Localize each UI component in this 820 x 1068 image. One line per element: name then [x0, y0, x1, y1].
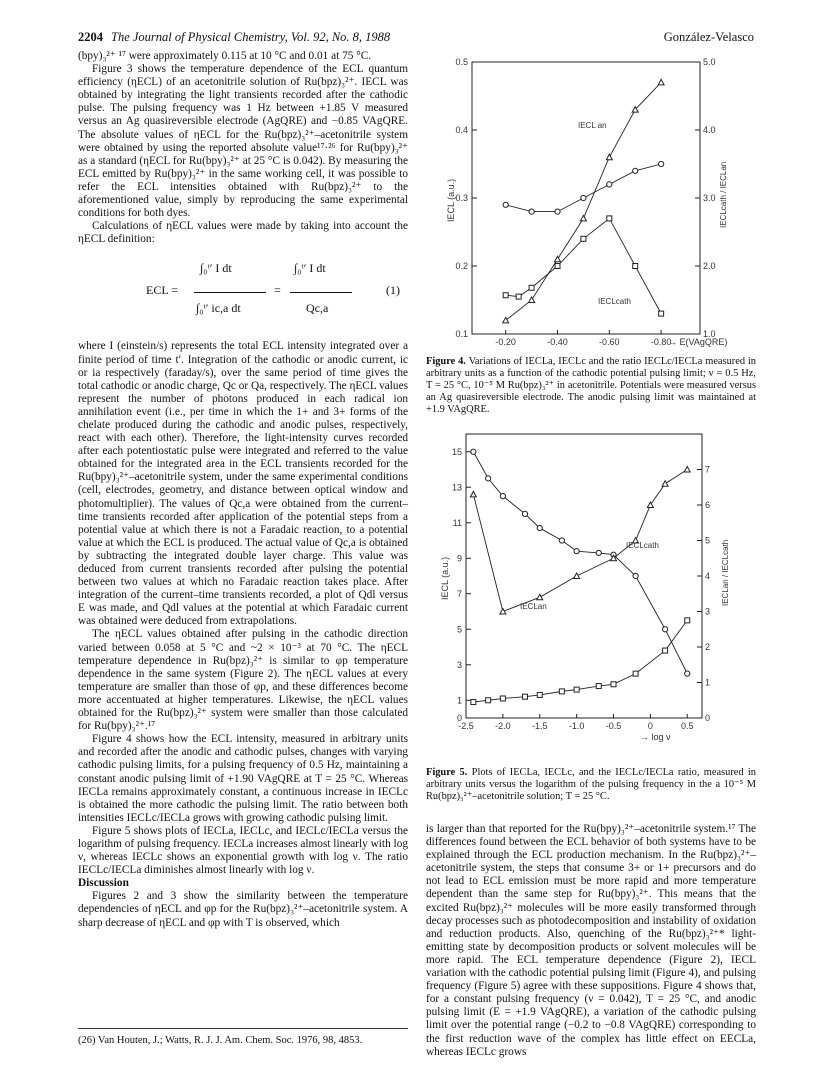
- data-point: [633, 671, 638, 676]
- data-point: [663, 627, 668, 632]
- eq-denominator-1: ∫₀ᵗ′ ic,a dt: [196, 301, 241, 316]
- series-annotation: IECLcath: [598, 297, 631, 306]
- y-right-tick-label: 1: [705, 677, 711, 688]
- series-annotation: IECL an: [578, 121, 607, 130]
- footnote-reference: (26) Van Houten, J.; Watts, R. J. J. Am. Chem. Soc. 1976, 98, 4853.: [78, 1028, 408, 1046]
- y-left-axis-label: IECL (a.u.): [440, 556, 450, 600]
- x-tick-label: -0.60: [599, 337, 620, 347]
- paragraph: Figure 4 shows how the ECL intensity, measured in arbitrary units and recorded after the anodic and cathodic pulses, changes with varying cathodic pulsing limits, for a pulsing frequency of 0.5 Hz, maintaining a constant anodic pulsing limit of +1.90 VAgQRE at T = 25 °C. Whereas IECLa remains approximately constant, a continuous increase in IECLc is obtained the more cathodic the pulsing limit. The ratio between both intensities IECLc/IECLa grows with growing cathodic pulsing limit.: [78, 733, 408, 824]
- eq-number: (1): [386, 283, 400, 298]
- data-point: [500, 494, 505, 499]
- y-right-axis-label: IECLan / IECLcath: [721, 539, 730, 606]
- data-point: [581, 236, 586, 241]
- paragraph: Figure 5 shows plots of IECLa, IECLc, and IECLc/IECLa versus the logarithm of pulsing frequency. IECLa increases almost linearly with log ν, whereas IECLc shows an exponential growth with log ν. The ratio IECLc/IECLa diminishes almost linearly with log ν.: [78, 824, 408, 877]
- x-tick-label: -1.5: [531, 721, 548, 731]
- data-point: [574, 549, 579, 554]
- data-point: [647, 502, 653, 508]
- x-tick-label: -0.80: [650, 337, 672, 347]
- equation-1: ECL = ∫₀ᵗ′ I dt ∫₀ᵗ′ ic,a dt = ∫₀ᵗ′ I dt Qc,a (1): [146, 261, 400, 316]
- data-point: [685, 618, 690, 623]
- data-point: [555, 256, 561, 262]
- data-point: [529, 285, 534, 290]
- x-axis-label: → log ν: [640, 732, 671, 742]
- series-line: [473, 452, 687, 674]
- y-right-tick-label: 1.0: [703, 329, 716, 339]
- data-point: [470, 491, 476, 497]
- x-axis-label: → E(VAgQRE): [668, 337, 728, 347]
- paragraph: is larger than that reported for the Ru(bpy)₃²⁺–acetonitrile system.¹⁷ The differences found between the ECL behavior of both systems have to be explained through the ECL production mechanism. In the Ru(bpz)₃²⁺–acetonitrile system, the steps that consume 3+ or 1+ precursors and do not lead to ECL emission must be more rapid and more temperature dependent than the same step for Ru(bpy)₃²⁺. This means that the excited Ru(bpz)₃²⁺ molecules will be more easily transformed through decay processes such as photodecomposition and instability of oxidation and reduction products. Also, quenching of the Ru(bpz)₃²⁺* light-emitting state by decomposition products or solvent molecules will be more rapid. The ECL temperature dependence (Figure 2), IECL variation with the cathodic potential pulsing limit (Figure 4), and pulsing frequency (Figure 5) agree with these suppositions. Figure 4 shows that, for a constant pulsing frequency (ν = 0.042), T = 25 °C, and anodic pulsing limit (E = +1.9 VAgQRE), a variation of the cathodic pulsing limit over the potential range (−0.2 to −0.8 VAgQRE) corresponding to the first reduction wave of the complex has little effect on EECLa, whereas IECLc grows: [426, 823, 756, 1058]
- eq-numerator-2: ∫₀ᵗ′ I dt: [294, 261, 326, 276]
- data-point: [633, 168, 638, 173]
- y-left-tick-label: 11: [452, 517, 462, 528]
- caption-label: Figure 5.: [426, 767, 468, 778]
- journal-title: The Journal of Physical Chemistry, Vol. 92, No. 8, 1988: [111, 30, 391, 44]
- series-line: [473, 620, 687, 702]
- data-point: [607, 216, 612, 221]
- data-point: [659, 161, 664, 166]
- data-point: [607, 182, 612, 187]
- y-left-tick-label: 15: [451, 446, 462, 457]
- data-point: [486, 476, 491, 481]
- data-point: [516, 294, 521, 299]
- section-heading: Discussion: [78, 877, 129, 890]
- data-point: [658, 79, 664, 85]
- data-point: [633, 573, 638, 578]
- caption-text: Plots of IECLa, IECLc, and the IECLc/IECLa ratio, measured in arbitrary units versus the logarithm of the pulsing frequency in the a 10⁻⁵ M Ru(bpz)₃²⁺–acetonitrile solution; T = 25 °C.: [426, 767, 756, 802]
- data-point: [503, 202, 508, 207]
- y-right-tick-label: 0: [705, 713, 711, 723]
- data-point: [500, 696, 505, 701]
- y-left-tick-label: 0.3: [455, 193, 468, 203]
- left-column: [78, 50, 408, 930]
- y-right-tick-label: 7: [705, 464, 711, 475]
- x-tick-label: 0: [647, 721, 653, 731]
- y-left-tick-label: 1: [456, 695, 462, 706]
- y-left-tick-label: 9: [456, 553, 462, 564]
- y-right-tick-label: 4.0: [703, 125, 716, 135]
- series-annotation: IECLcath: [626, 541, 659, 550]
- y-right-tick-label: 6: [705, 500, 711, 510]
- data-point: [580, 215, 586, 221]
- paragraph: The ηECL values obtained after pulsing in the cathodic direction varied between 0.058 at 5 °C and ~2 × 10⁻³ at 70 °C. The ηECL temperature dependence in Ru(bpz)₃²⁺ is similar to φp temperature dependence in the same system (Figure 2). The ηECL values at every temperature are smaller than those of φp, and these differences become more accentuated at higher temperatures. Likewise, the ηECL values obtained for the Ru(bpz)₃²⁺ system were smaller than those calculated for Ru(bpy)₃²⁺.¹⁷: [78, 628, 408, 733]
- data-point: [574, 573, 580, 579]
- caption-text: Variations of IECLa, IECLc and the ratio IECLc/IECLa measured in arbitrary units as a function of the cathodic potential pulsing limit; ν = 0.5 Hz, T = 25 °C, 10⁻⁵ M Ru(bpz)₃²⁺ in acetonitrile. Potentials were measured versus an Ag quasireversible electrode. The anodic pulsing limit was maintained at +1.9 VAgQRE.: [426, 356, 756, 415]
- paragraph: (bpy)₃²⁺ ¹⁷ were approximately 0.115 at 10 °C and 0.01 at 75 °C.: [78, 50, 372, 62]
- page-number: 2204: [78, 30, 103, 44]
- data-point: [555, 209, 560, 214]
- eq-lhs: ECL =: [146, 283, 178, 298]
- y-left-tick-label: 5: [456, 624, 462, 635]
- data-point: [503, 293, 508, 298]
- y-right-tick-label: 5.0: [703, 57, 716, 67]
- data-point: [633, 264, 638, 269]
- data-point: [555, 264, 560, 269]
- data-point: [522, 511, 527, 516]
- data-point: [537, 525, 542, 530]
- y-left-tick-label: 0: [456, 713, 462, 723]
- data-point: [611, 682, 616, 687]
- eq-denominator-2: Qc,a: [306, 301, 329, 316]
- x-tick-label: -2.5: [458, 721, 474, 731]
- y-right-tick-label: 2.0: [703, 261, 716, 271]
- data-point: [500, 609, 506, 615]
- y-right-axis-label: IECLcath / IECLan: [719, 161, 728, 228]
- paragraph: Calculations of ηECL values were made by taking into account the ηECL definition:: [78, 220, 408, 246]
- eq-numerator-1: ∫₀ᵗ′ I dt: [200, 261, 232, 276]
- x-tick-label: -0.5: [605, 721, 622, 731]
- x-tick-label: -0.40: [547, 337, 568, 347]
- caption-label: Figure 4.: [426, 356, 466, 367]
- data-point: [574, 687, 579, 692]
- figure-5-caption: [426, 767, 756, 803]
- data-point: [596, 550, 601, 555]
- y-right-tick-label: 4: [705, 571, 711, 581]
- paragraph: where I (einstein/s) represents the total ECL intensity integrated over a finite period of time t′. Integration of the cathodic or anodic current, ic or ia respectively (faraday/s), over the same period of time gives the total cathodic or anodic charge, Qc or Qa, respectively. The ηECL values represent the number of photons produced in each radical ion annihilation event (i.e., per time in which the 1+ and 3+ forms of the chelate produced during the cathodic and anodic pulses, respectively, react with each other). Therefore, the light-intensity curves recorded after each potentiostatic pulse were integrated and referred to the value obtained for the integrated area in the ECL transients recorded for the Ru(bpy)₃²⁺–acetonitrile system, under the same experimental conditions (cell, electrodes, geometry, and distance between optical window and photomultiplier). The values of Qc,a were obtained from the current–time transients recorded after application of the potential steps from a potential value at which there is not a Faradaic reaction, to a potential value at which the ECL is produced. The actual value of Qc,a is obtained by subtracting the integrated double layer charge. This value was deduced from current transients recorded after pulsing the potential between two values at which no Faradaic reaction takes place. After integration of the current–time transients recorded, a plot of Qdl versus E was made, and Qdl values at the potential at which Faradaic current was obtained were deduced from extrapolations.: [78, 340, 408, 628]
- figure-4-caption: [426, 356, 756, 416]
- y-right-tick-label: 3: [705, 606, 711, 617]
- header-left: [78, 30, 390, 45]
- data-point: [684, 467, 690, 473]
- y-right-tick-label: 3.0: [703, 193, 716, 203]
- data-point: [537, 594, 543, 600]
- y-left-tick-label: 3: [456, 659, 462, 670]
- series-line: [506, 82, 661, 320]
- y-right-tick-label: 2: [705, 642, 711, 652]
- data-point: [486, 698, 491, 703]
- paragraph: Figures 2 and 3 show the similarity between the temperature dependencies of ηECL and φp for the Ru(bpz)₃²⁺–acetonitrile system. A sharp decrease of ηECL and φp with T is observed, which: [78, 890, 408, 929]
- data-point: [596, 684, 601, 689]
- x-tick-label: -0.20: [495, 337, 516, 347]
- y-left-tick-label: 0.1: [455, 329, 468, 339]
- plot-frame: [466, 434, 702, 718]
- header-author: González-Velasco: [663, 30, 754, 44]
- data-point: [659, 311, 664, 316]
- data-point: [471, 449, 476, 454]
- y-left-tick-label: 0.4: [455, 125, 468, 135]
- data-point: [471, 700, 476, 705]
- data-point: [537, 692, 542, 697]
- data-point: [529, 209, 534, 214]
- data-point: [581, 195, 586, 200]
- data-point: [529, 297, 535, 303]
- data-point: [559, 538, 564, 543]
- data-point: [559, 689, 564, 694]
- y-left-tick-label: 7: [456, 588, 462, 599]
- figure-4-chart: [430, 52, 760, 352]
- y-left-axis-label: IECL (a.u.): [446, 178, 456, 222]
- y-left-tick-label: 13: [451, 482, 462, 493]
- y-left-tick-label: 0.5: [455, 57, 468, 67]
- data-point: [523, 694, 528, 699]
- y-right-tick-label: 5: [705, 535, 711, 546]
- paragraph: Figure 3 shows the temperature dependence of the ECL quantum efficiency (ηECL) of an acetonitrile solution of Ru(bpz)₃²⁺. IECL was obtained by integrating the light transients recorded after the cathodic pulse. The pulsing frequency was 1 Hz between +1.85 V measured versus an Ag quasireversible electrode (AgQRE) and −0.85 VAgQRE. The absolute values of ηECL for the Ru(bpz)₃²⁺–acetonitrile system were obtained by using the reported absolute value¹⁷·²⁶ for Ru(bpy)₃²⁺ as a standard (ηECL for Ru(bpy)₃²⁺ at 25 °C is 0.042). By measuring the ECL emitted by Ru(bpy)₃²⁺ in the same working cell, it was possible to refer the ECL intensities obtained with Ru(bpz)₃²⁺ to the aforementioned value, simply by reproducing the same experimental conditions for both dyes.: [78, 63, 408, 220]
- y-left-tick-label: 0.2: [455, 261, 468, 271]
- data-point: [662, 481, 668, 487]
- x-tick-label: -2.0: [495, 721, 511, 731]
- right-column: [426, 823, 756, 1059]
- x-tick-label: -1.0: [568, 721, 585, 731]
- data-point: [685, 671, 690, 676]
- data-point: [606, 154, 612, 160]
- series-annotation: IECLan: [520, 602, 547, 611]
- x-tick-label: 0.5: [680, 721, 694, 731]
- figure-5-chart: [430, 426, 760, 746]
- data-point: [663, 648, 668, 653]
